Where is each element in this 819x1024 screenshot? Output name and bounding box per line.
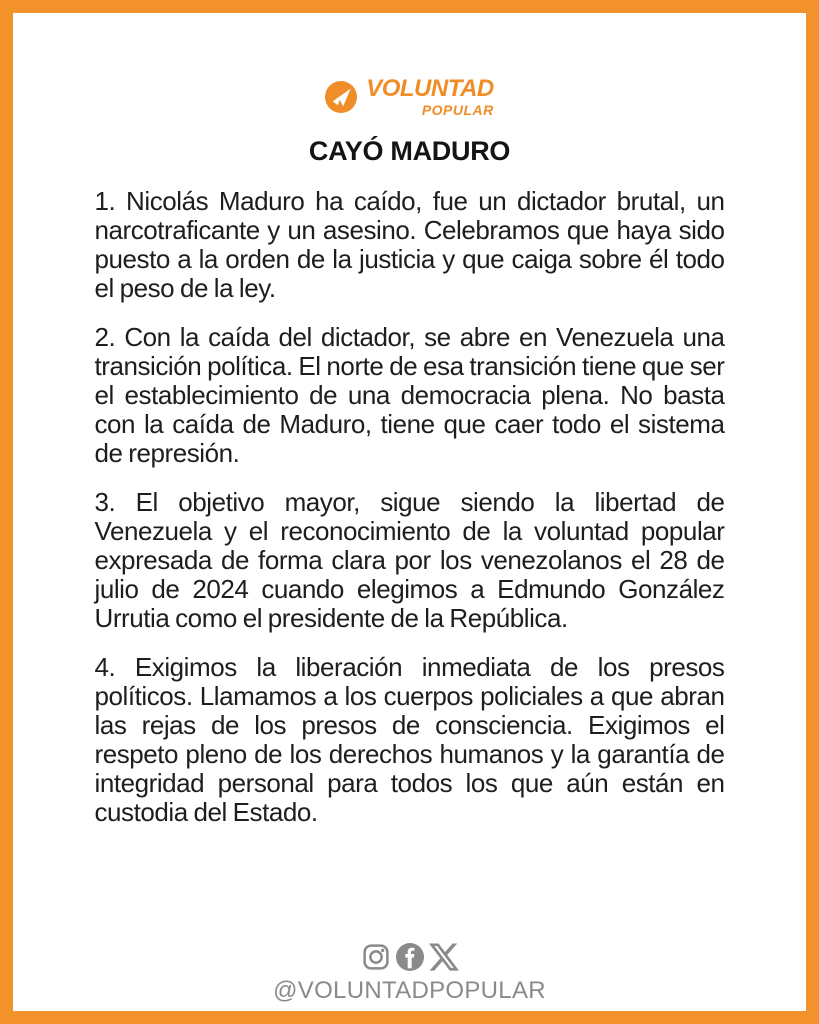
statement-paragraph-4 — [95, 653, 725, 827]
paragraph-text: Exigimos la liberación inmediata de los presos políticos. Llamamos a los cuerpos policiales a que abran las rejas de los presos de consciencia. Exigimos el respeto pleno de los derechos humanos y la garantía de integridad personal para todos los que aún están en custodia del Estado. — [94, 652, 725, 827]
logo-wordmark — [366, 77, 494, 117]
social-handle: @VOLUNTADPOPULAR — [273, 977, 546, 1004]
statement-paragraph-1 — [95, 187, 725, 303]
page-title: CAYÓ MADURO — [308, 136, 511, 166]
footer — [13, 942, 806, 1005]
paragraph-number: 1. — [94, 186, 116, 216]
logo-wordmark-line2: POPULAR — [421, 102, 494, 118]
statement-body — [95, 187, 725, 827]
social-icons-row — [13, 942, 806, 972]
paper-plane-icon — [325, 81, 357, 113]
facebook-icon — [395, 942, 425, 972]
statement-paragraph-3 — [95, 488, 725, 633]
logo-wordmark-line1: VOLUNTAD — [366, 75, 494, 102]
voluntad-popular-logo — [325, 77, 494, 117]
statement-paragraph-2 — [95, 323, 725, 468]
instagram-icon — [361, 942, 391, 972]
header — [13, 77, 806, 117]
paragraph-number: 4. — [94, 652, 116, 682]
x-icon — [429, 942, 459, 972]
paragraph-text: Con la caída del dictador, se abre en Venezuela una transición política. El norte de esa transición tiene que ser el establecimiento de una democracia plena. No basta con la caída de Maduro, tiene que caer todo el sistema de represión. — [94, 322, 725, 468]
paragraph-text: El objetivo mayor, sigue siendo la libertad de Venezuela y el reconocimiento de la voluntad popular expresada de forma clara por los venezolanos el 28 de julio de 2024 cuando elegimos a Edmundo González Urrutia como el presidente de la República. — [94, 487, 725, 633]
paragraph-text: Nicolás Maduro ha caído, fue un dictador brutal, un narcotraficante y un asesino. Celebramos que haya sido puesto a la orden de la justicia y que caiga sobre él todo el peso de la ley. — [94, 186, 725, 303]
paragraph-number: 3. — [94, 487, 116, 517]
paragraph-number: 2. — [94, 322, 116, 352]
